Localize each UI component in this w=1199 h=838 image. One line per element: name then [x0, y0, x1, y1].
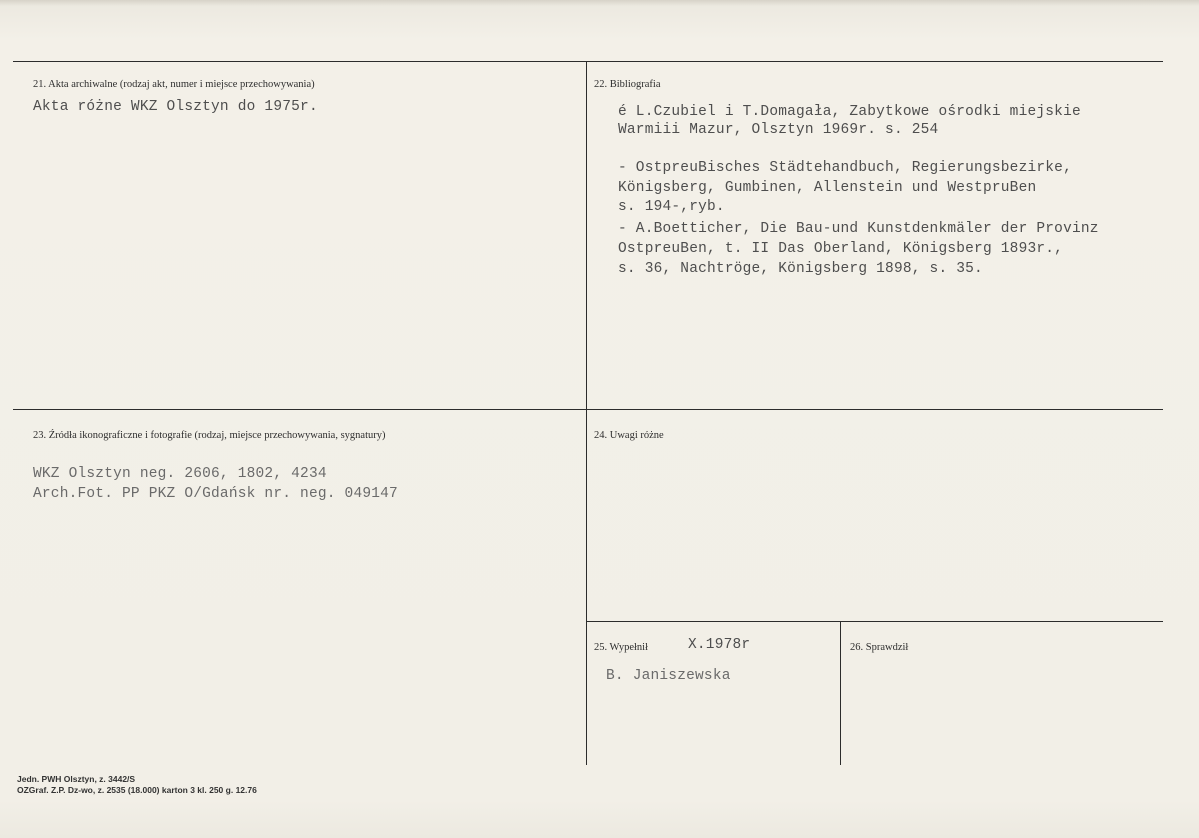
field-23-label: 23. Źródła ikonograficzne i fotografie (rodzaj, miejsce przechowywania, sygnatury)	[33, 430, 386, 441]
top-rule	[13, 61, 1163, 62]
field-25-label: 25. Wypełnił	[594, 642, 649, 653]
bibliography-line: s. 194-,ryb.	[618, 199, 725, 215]
iconography-line: Arch.Fot. PP PKZ O/Gdańsk nr. neg. 049147	[33, 486, 398, 502]
field-26-label: 26. Sprawdził	[850, 642, 909, 653]
field-21-label: 21. Akta archiwalne (rodzaj akt, numer i miejsce przechowywania)	[33, 79, 315, 90]
middle-rule	[13, 409, 1163, 410]
field-24-label: 24. Uwagi różne	[594, 430, 664, 441]
right-lower-rule	[587, 621, 1163, 622]
bibliography-line: é L.Czubiel i T.Domagała, Zabytkowe ośrodki miejskie	[618, 104, 1081, 120]
print-footer-line-1: Jedn. PWH Olsztyn, z. 3442/S	[17, 774, 136, 784]
bibliography-line: Warmiii Mazur, Olsztyn 1969r. s. 254	[618, 122, 939, 138]
field-22-label: 22. Bibliografia	[594, 79, 661, 90]
bibliography-line: s. 36, Nachtröge, Königsberg 1898, s. 35.	[618, 261, 983, 277]
signature-divider	[840, 621, 841, 765]
bibliography-line: - OstpreuBisches Städtehandbuch, Regierungsbezirke,	[618, 160, 1072, 176]
print-footer-line-2: OZGraf. Z.P. Dz-wo, z. 2535 (18.000) karton 3 kl. 250 g. 12.76	[17, 785, 257, 795]
bibliography-line: - A.Boetticher, Die Bau-und Kunstdenkmäler der Provinz	[618, 221, 1099, 237]
field-25-name: B. Janiszewska	[606, 668, 731, 684]
center-divider	[586, 61, 587, 765]
bibliography-line: Königsberg, Gumbinen, Allenstein und WestpruBen	[618, 180, 1037, 196]
iconography-line: WKZ Olsztyn neg. 2606, 1802, 4234	[33, 466, 327, 482]
field-21-value: Akta różne WKZ Olsztyn do 1975r.	[33, 99, 318, 115]
field-25-date: X.1978r	[688, 637, 751, 653]
bibliography-line: OstpreuBen, t. II Das Oberland, Königsberg 1893r.,	[618, 241, 1064, 257]
card-top-edge	[0, 0, 1199, 6]
